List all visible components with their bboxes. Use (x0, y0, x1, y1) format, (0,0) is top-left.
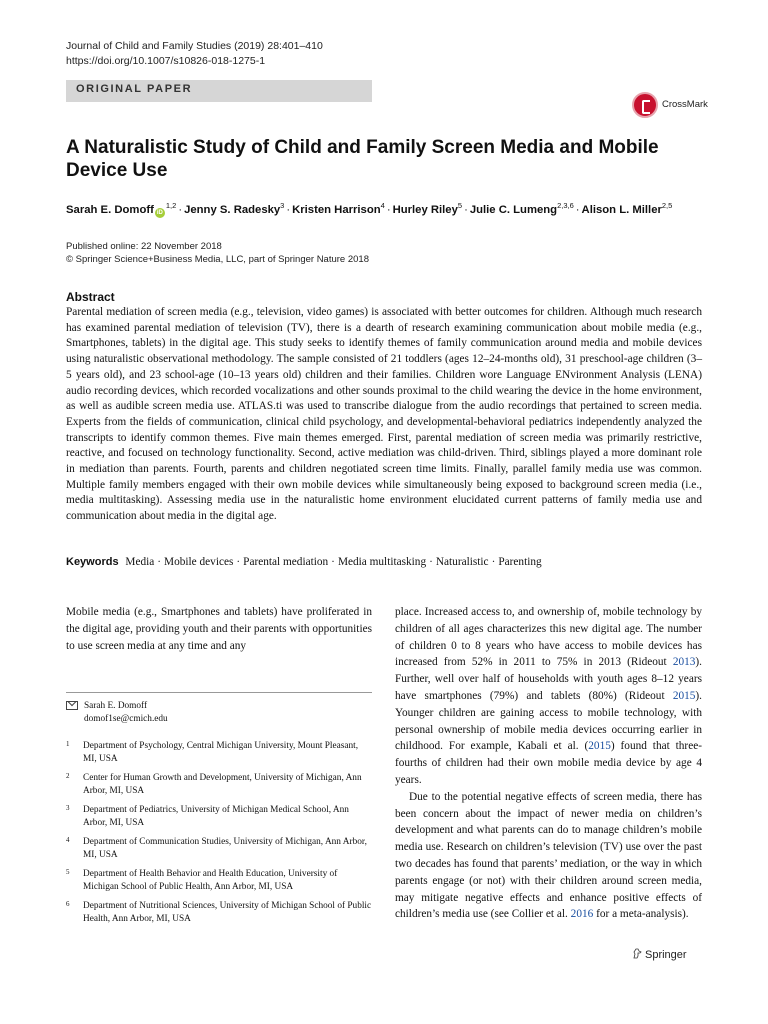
author-name[interactable]: Kristen Harrison (292, 203, 381, 216)
separator-dot: · (178, 203, 183, 216)
body-text: ). Further, well over half of households with youth ages 8–12 years have smartphones (79%) and tablets (80%) (Rideout (395, 656, 702, 702)
body-text: for a meta-analysis). (593, 908, 689, 921)
separator-dot: · (464, 203, 468, 216)
contact-name: Sarah E. Domoff (84, 701, 148, 711)
envelope-icon (66, 701, 78, 710)
publisher-name: Springer (645, 949, 687, 961)
crossmark-badge[interactable] (632, 92, 712, 120)
citation-link[interactable]: 2015 (672, 689, 696, 702)
keyword: Media multitasking (337, 556, 427, 568)
published-date: Published online: 22 November 2018 (66, 241, 222, 252)
separator-dot: · (491, 556, 496, 568)
affiliation-number: 2 (66, 772, 70, 780)
separator-dot: · (386, 203, 391, 216)
author-name[interactable]: Hurley Riley (392, 203, 458, 216)
keywords-label: Keywords (66, 556, 119, 568)
body-paragraph (395, 789, 702, 923)
affiliation-number: 3 (66, 804, 70, 812)
body-column-right (395, 604, 702, 923)
author-list (66, 201, 716, 218)
separator-dot: · (157, 556, 162, 568)
body-text: ) found that three-fourths of children had their own mobile media device by age 4 years. (395, 740, 702, 786)
body-column-left: Mobile media (e.g., Smartphones and tablets) have proliferated in the digital age, providing youth and their parents with opportunities to use screen media at any time and any (66, 606, 372, 652)
affiliation-number: 1 (66, 740, 70, 748)
author-name[interactable]: Alison L. Miller (581, 203, 662, 216)
affiliation-number: 5 (66, 868, 70, 876)
article-title: A Naturalistic Study of Child and Family Screen Media and Mobile Device Use (66, 137, 659, 181)
affiliation-text: Department of Psychology, Central Michigan University, Mount Pleasant, MI, USA (83, 741, 359, 764)
affiliation-text: Center for Human Growth and Development, University of Michigan, Ann Arbor, MI, USA (83, 773, 362, 796)
section-label: ORIGINAL PAPER (76, 83, 193, 95)
affiliation-text: Department of Pediatrics, University of Michigan Medical School, Ann Arbor, MI, USA (83, 805, 349, 828)
keyword: Naturalistic (435, 556, 489, 568)
crossmark-icon (632, 92, 658, 118)
keyword: Mobile devices (164, 556, 234, 568)
orcid-icon[interactable]: iD (156, 209, 163, 216)
keyword: Media (125, 556, 155, 568)
journal-citation: Journal of Child and Family Studies (2019) 28:401–410 (66, 40, 323, 52)
author-affil: 1,2 (165, 201, 177, 210)
publication-info (66, 240, 369, 266)
author-name[interactable]: Jenny S. Radesky (184, 203, 281, 216)
body-text: place. Increased access to, and ownership of, mobile technology by children of all ages characterizes this new digital age. The number of children 0 to 8 years who have access to mobile devices has increased from 52% in 2011 to 75% in 2013 (Rideout (395, 606, 702, 669)
citation-link[interactable]: 2013 (672, 656, 696, 669)
keywords (66, 556, 706, 568)
affiliation-number: 4 (66, 836, 70, 844)
separator-dot: · (429, 556, 433, 568)
doi-link[interactable]: https://doi.org/10.1007/s10826-018-1275-1 (66, 55, 266, 67)
keyword: Parental mediation (243, 556, 329, 568)
springer-horse-icon (632, 948, 642, 959)
author-name[interactable]: Sarah E. Domoff (66, 203, 154, 216)
journal-header (66, 39, 323, 69)
author-affil: 3 (280, 201, 285, 210)
author-affil: 5 (457, 201, 463, 210)
copyright: © Springer Science+Business Media, LLC, part of Springer Nature 2018 (66, 254, 369, 265)
separator-dot: · (286, 203, 291, 216)
affiliation-number: 6 (66, 900, 70, 908)
publisher-logo (632, 948, 687, 961)
crossmark-label: CrossMark (662, 99, 708, 110)
footnote-divider (66, 692, 372, 693)
abstract-heading: Abstract (66, 290, 115, 304)
separator-dot: · (575, 203, 580, 216)
keyword: Parenting (498, 556, 542, 568)
body-text: Due to the potential negative effects of screen media, there has been concern about the impact of newer media on children’s development and what parents can do to manage children’s mobile media use. Research on children’s television (TV) use over the past two decades has found that parents’ mediation, or the way in which parents engage (or not) with their children around screen media, may mitigate negative effects and enhance positive effects of children’s media use (see Collier et al. (395, 790, 702, 921)
body-paragraph (395, 604, 702, 789)
citation-link[interactable]: 2015 (588, 740, 611, 753)
affiliation-text: Department of Communication Studies, University of Michigan, Ann Arbor, MI, USA (83, 837, 367, 860)
contact-email[interactable]: domof1se@cmich.edu (84, 714, 168, 724)
separator-dot: · (236, 556, 241, 568)
author-name[interactable]: Julie C. Lumeng (469, 203, 558, 216)
author-affil: 4 (380, 201, 385, 210)
affiliation-text: Department of Health Behavior and Health Education, University of Michigan School of Public Health, Ann Arbor, MI, USA (83, 869, 338, 892)
abstract-text: Parental mediation of screen media (e.g., television, video games) is associated with better outcomes for children. Although much research has examined parental mediation of television (TV), there is a dearth of research examining communication about mobile media (e.g., Smartphones, tablets) in the digital age. This study seeks to identify themes of family communication around media and mobile devices using naturalistic observational methodology. The sample consisted of 21 toddlers (ages 12–24-months old), 31 preschool-age children (3–5 years old), and 23 school-age (10–13 years old) children and their families. Children wore Language ENvironment Analysis (LENA) audio recording devices, which recorded vocalizations and other sounds proximal to the child wearing the device in the home environment, as well as audible screen media use. ATLAS.ti was used to transcribe dialogue from the audio recordings that pertained to screen media. Experts from the fields of communication, clinical child psychology, and developmental-behavioral pediatrics independently analyzed the transcripts to identify common themes. Five main themes emerged. First, parental mediation of screen media was primarily restrictive, reactive, and focused on technology functionality. Second, active mediation was child-driven. Third, siblings played a more dominant role in mediation than parents. Fourth, parents and children negotiated screen time limits. Finally, parallel family media use was common. Multiple family members engaged with their own mobile devices while simultaneously being exposed to background screen media (i.e., media multitasking). Assessing media use in the naturalistic home environment elucidated current patterns of family media use and communication about media in the digital age. (66, 306, 702, 523)
citation-link[interactable]: 2016 (570, 908, 594, 921)
body-text: ). Younger children are gaining access to mobile technology, with personal ownership of mobile media devices occurring earlier in childhood. For example, Kabali et al. ( (395, 689, 702, 753)
author-affil: 2,5 (661, 201, 673, 210)
author-affil: 2,3,6 (557, 201, 574, 210)
separator-dot: · (331, 556, 335, 568)
affiliation-text: Department of Nutritional Sciences, University of Michigan School of Public Health, Ann Arbor, MI, USA (83, 901, 372, 924)
section-band (66, 80, 372, 102)
